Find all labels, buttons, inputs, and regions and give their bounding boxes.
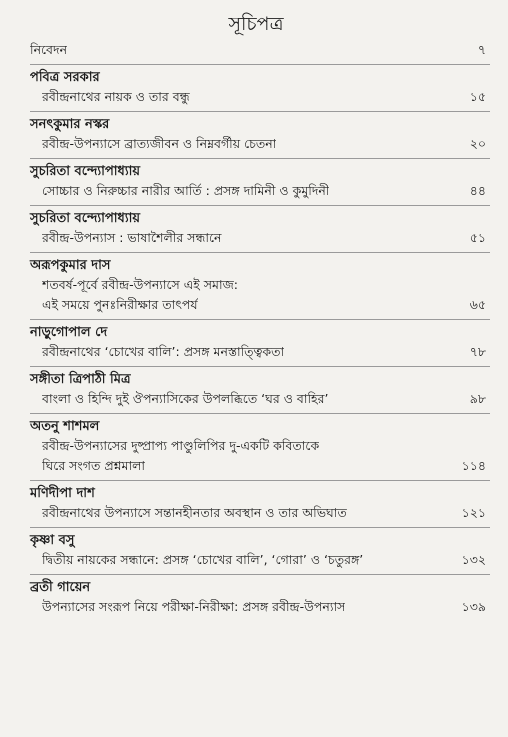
entry-line xyxy=(22,275,490,295)
page-number: ১৩২ xyxy=(461,552,486,567)
entry-author: সুচরিতা বন্দ্যোপাধ্যায় xyxy=(30,211,141,226)
entry-line xyxy=(22,597,490,617)
entry-title: রবীন্দ্রনাথের উপন্যাসে সন্তানহীনতার অবস্থান ও তার অভিঘাত xyxy=(42,505,347,520)
divider xyxy=(30,158,490,159)
page-number: ১৫ xyxy=(469,89,486,104)
divider xyxy=(30,252,490,253)
toc-entry xyxy=(22,366,490,409)
toc-entry xyxy=(22,527,490,570)
entry-author: অরূপকুমার দাস xyxy=(30,258,111,273)
divider xyxy=(30,111,490,112)
toc-entry xyxy=(22,40,490,60)
entry-line xyxy=(22,342,490,362)
page-number: ৭ xyxy=(477,42,486,57)
page-number: ১১৪ xyxy=(461,458,486,473)
entry-author: নাড়ুগোপাল দে xyxy=(30,325,108,340)
entry-title: সোচ্চার ও নিরুচ্চার নারীর আর্তি : প্রসঙ্গ দামিনী ও কুমুদিনী xyxy=(42,183,330,198)
entry-title: রবীন্দ্রনাথের ‘চোখের বালি’: প্রসঙ্গ মনস্তাত্ত্বিকতা xyxy=(42,344,285,359)
page-number: ৬৫ xyxy=(469,297,486,312)
entry-author: কৃষ্ণা বসু xyxy=(30,533,75,548)
entry-author: সঙ্গীতা ত্রিপাঠী মিত্র xyxy=(30,372,131,387)
entry-line xyxy=(22,228,490,248)
divider xyxy=(30,413,490,414)
entry-title: ঘিরে সংগত প্রশ্নমালা xyxy=(42,458,146,473)
page-number: ১২১ xyxy=(461,505,486,520)
entry-author: পবিত্র সরকার xyxy=(30,70,100,85)
entry-title: রবীন্দ্র-উপন্যাস : ভাষাশৈলীর সন্ধানে xyxy=(42,230,222,245)
page-number: ৭৮ xyxy=(469,344,486,359)
entry-line xyxy=(22,181,490,201)
entry-line xyxy=(22,503,490,523)
toc-entry xyxy=(22,205,490,248)
entry-title: এই সময়ে পুনঃনিরীক্ষার তাৎপর্য xyxy=(42,297,198,312)
divider xyxy=(30,205,490,206)
entry-title: শতবর্ষ-পূর্বে রবীন্দ্র-উপন্যাসে এই সমাজ: xyxy=(42,277,238,292)
entry-title: দ্বিতীয় নায়কের সন্ধানে: প্রসঙ্গ ‘চোখের বালি’, ‘গোরা’ ও ‘চতুরঙ্গ’ xyxy=(42,552,364,567)
divider xyxy=(30,319,490,320)
entry-title: রবীন্দ্র-উপন্যাসে ব্রাত্যজীবন ও নিম্নবর্গীয় চেতনা xyxy=(42,136,277,151)
toc-entry xyxy=(22,480,490,523)
toc-entry xyxy=(22,319,490,362)
toc-entry xyxy=(22,158,490,201)
page-number: ১৩৯ xyxy=(461,599,486,614)
toc-entry xyxy=(22,574,490,617)
toc-entry xyxy=(22,64,490,107)
entry-line xyxy=(22,134,490,154)
entry-line xyxy=(22,456,490,476)
entry-title: নিবেদন xyxy=(30,42,68,57)
entry-line xyxy=(22,550,490,570)
table-of-contents xyxy=(22,40,490,617)
entry-author: সনৎকুমার নস্কর xyxy=(30,117,110,132)
entry-author: ব্রতী গায়েন xyxy=(30,580,91,595)
divider xyxy=(30,366,490,367)
entry-line xyxy=(22,389,490,409)
divider xyxy=(30,480,490,481)
entry-author: অতনু শাশমল xyxy=(30,419,100,434)
divider xyxy=(30,64,490,65)
page-number: ২০ xyxy=(469,136,486,151)
page-number: ৪৪ xyxy=(469,183,486,198)
entry-title: বাংলা ও হিন্দি দুই ঔপন্যাসিকের উপলব্ধিতে ‘ঘর ও বাহির’ xyxy=(42,391,329,406)
page-number: ৫১ xyxy=(469,230,486,245)
entry-line xyxy=(22,40,490,60)
entry-line xyxy=(22,436,490,456)
toc-entry xyxy=(22,413,490,476)
entry-title: রবীন্দ্র-উপন্যাসের দুষ্প্রাপ্য পাণ্ডুলিপির দু-একটি কবিতাকে xyxy=(42,438,320,453)
divider xyxy=(30,527,490,528)
page-number: ৯৮ xyxy=(469,391,486,406)
entry-line xyxy=(22,295,490,315)
entry-title: উপন্যাসের সংরূপ নিয়ে পরীক্ষা-নিরীক্ষা: প্রসঙ্গ রবীন্দ্র-উপন্যাস xyxy=(42,599,346,614)
divider xyxy=(30,574,490,575)
entry-title: রবীন্দ্রনাথের নায়ক ও তার বন্ধু xyxy=(42,89,190,104)
entry-line xyxy=(22,87,490,107)
page-title: সূচিপত্র xyxy=(228,13,284,35)
entry-author: মণিদীপা দাশ xyxy=(30,486,95,501)
toc-entry xyxy=(22,252,490,315)
toc-entry xyxy=(22,111,490,154)
entry-author: সুচরিতা বন্দ্যোপাধ্যায় xyxy=(30,164,141,179)
